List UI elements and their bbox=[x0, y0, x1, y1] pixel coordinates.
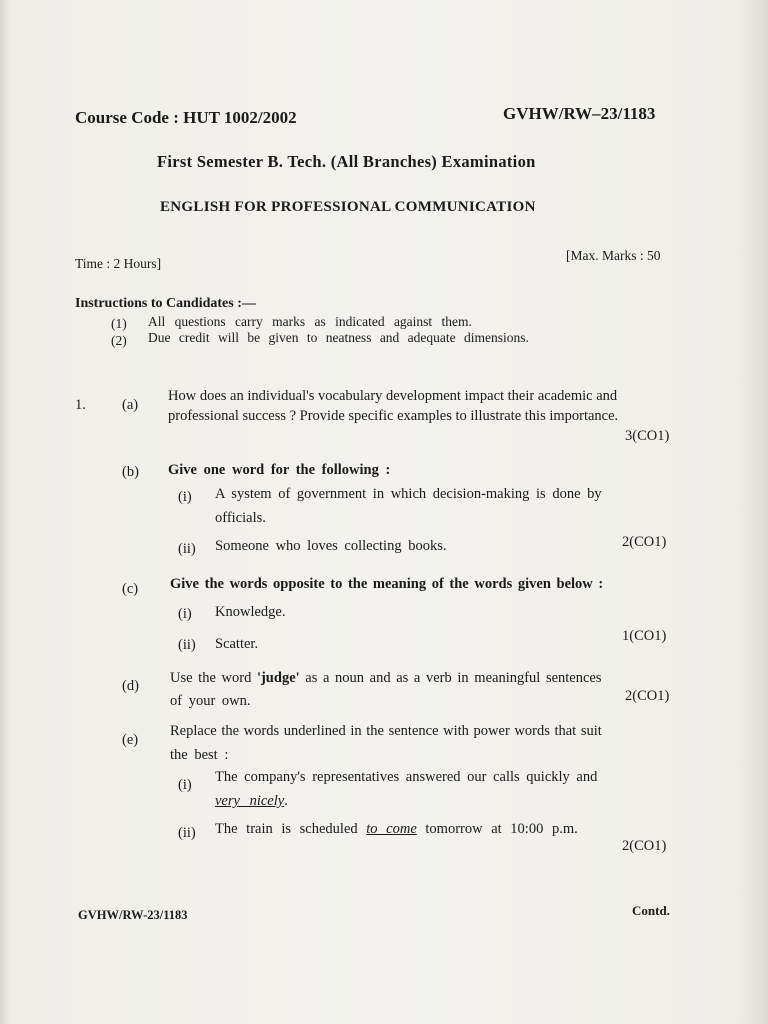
part-b-ii-text: Someone who loves collecting books. bbox=[215, 538, 447, 554]
part-b-ii-num: (ii) bbox=[178, 541, 196, 557]
instruction-2-num: (2) bbox=[111, 333, 127, 348]
part-e-ii-post: tomorrow at 10:00 p.m. bbox=[416, 821, 578, 837]
part-b-heading: Give one word for the following : bbox=[168, 462, 391, 478]
part-b-i-num: (i) bbox=[178, 489, 192, 505]
exam-title: First Semester B. Tech. (All Branches) Examination bbox=[157, 152, 536, 171]
part-b-i-line2: officials. bbox=[215, 510, 266, 526]
part-d-label: (d) bbox=[122, 678, 139, 694]
part-d-line1 bbox=[170, 670, 602, 687]
underlined-phrase: to come bbox=[366, 821, 417, 837]
contd-label: Contd. bbox=[632, 903, 670, 918]
part-e-ii-pre: The train is scheduled bbox=[215, 821, 367, 837]
part-d-marks: 2(CO1) bbox=[625, 688, 670, 704]
part-e-i-line2 bbox=[215, 793, 288, 810]
part-a-label: (a) bbox=[122, 397, 139, 413]
instruction-1-text: All questions carry marks as indicated against them. bbox=[148, 314, 472, 329]
part-c-ii-text: Scatter. bbox=[215, 636, 259, 652]
part-d-line1-pre: Use the word bbox=[170, 670, 257, 686]
part-e-ii-text bbox=[215, 821, 578, 838]
part-c-i-text: Knowledge. bbox=[215, 604, 286, 620]
part-b-i-line1: A system of government in which decision-making is done by bbox=[215, 486, 602, 502]
part-a-line1: How does an individual's vocabulary development impact their academic and bbox=[168, 388, 618, 404]
part-d-line2: of your own. bbox=[170, 693, 251, 709]
part-c-marks: 1(CO1) bbox=[622, 628, 667, 644]
part-a-line2: professional success ? Provide specific examples to illustrate this importance. bbox=[168, 408, 619, 424]
course-code: Course Code : HUT 1002/2002 bbox=[75, 108, 297, 127]
time-allowed: Time : 2 Hours] bbox=[75, 256, 162, 271]
paper-code: GVHW/RW–23/1183 bbox=[503, 104, 656, 123]
part-e-line1: Replace the words underlined in the sentence with power words that suit bbox=[170, 723, 602, 739]
question-number: 1. bbox=[75, 397, 86, 413]
part-d-line1-post: as a noun and as a verb in meaningful sentences bbox=[299, 670, 602, 686]
part-e-i-line1: The company's representatives answered our calls quickly and bbox=[215, 769, 598, 785]
part-c-ii-num: (ii) bbox=[178, 637, 196, 653]
subject-title: ENGLISH FOR PROFESSIONAL COMMUNICATION bbox=[160, 199, 536, 215]
max-marks: [Max. Marks : 50 bbox=[566, 248, 661, 263]
part-b-marks: 2(CO1) bbox=[622, 534, 667, 550]
part-c-i-num: (i) bbox=[178, 606, 192, 622]
part-c-heading: Give the words opposite to the meaning of the words given below : bbox=[170, 576, 604, 592]
part-e-label: (e) bbox=[122, 732, 139, 748]
instructions-heading: Instructions to Candidates :— bbox=[75, 296, 256, 311]
part-d-word: 'judge' bbox=[256, 670, 300, 686]
instruction-2-text: Due credit will be given to neatness and adequate dimensions. bbox=[148, 330, 529, 345]
part-e-i-num: (i) bbox=[178, 777, 192, 793]
part-c-label: (c) bbox=[122, 581, 139, 597]
part-a-marks: 3(CO1) bbox=[625, 428, 670, 444]
underlined-phrase: very nicely bbox=[215, 793, 285, 809]
part-e-i-line2-end: . bbox=[284, 793, 288, 809]
part-b-label: (b) bbox=[122, 464, 139, 480]
part-e-line2: the best : bbox=[170, 747, 229, 763]
instruction-1-num: (1) bbox=[111, 316, 127, 331]
part-e-ii-num: (ii) bbox=[178, 825, 196, 841]
footer-code: GVHW/RW-23/1183 bbox=[78, 908, 188, 922]
part-e-marks: 2(CO1) bbox=[622, 838, 667, 854]
